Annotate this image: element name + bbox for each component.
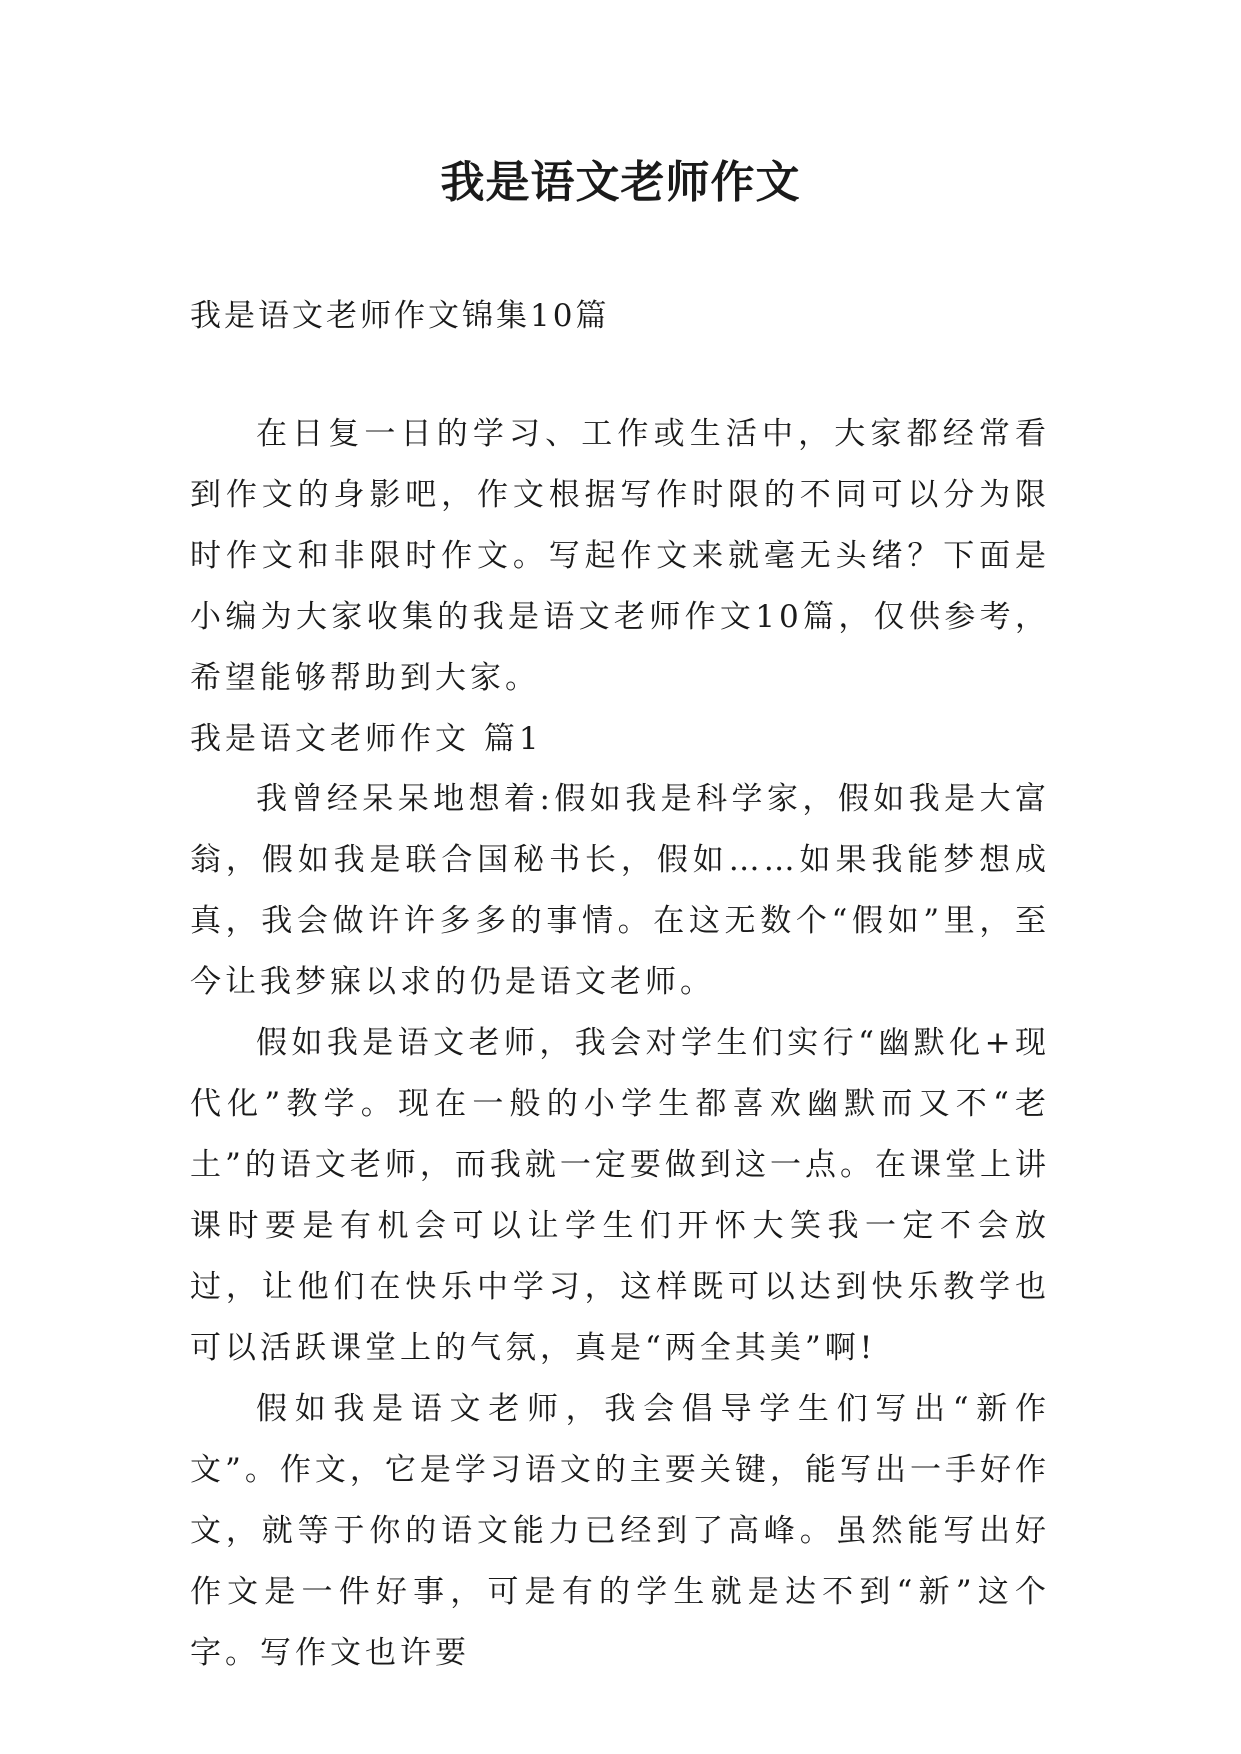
document-subtitle: 我是语文老师作文锦集10篇 xyxy=(190,298,610,334)
document-body xyxy=(190,404,1050,1684)
paragraph: 假如我是语文老师，我会倡导学生们写出“新作文”。作文，它是学习语文的主要关键，能写出一手好作文，就等于你的语文能力已经到了高峰。虽然能写出好作文是一件好事，可是有的学生就是达不到“新”这个字。写作文也许要 xyxy=(190,1391,1050,1671)
document-title: 我是语文老师作文 xyxy=(440,157,801,208)
paragraph: 我曾经呆呆地想着:假如我是科学家，假如我是大富翁，假如我是联合国秘书长，假如……如果我能梦想成真，我会做许许多多的事情。在这无数个“假如”里，至今让我梦寐以求的仍是语文老师。 xyxy=(190,781,1050,1000)
section-heading: 我是语文老师作文 篇1 xyxy=(190,721,543,757)
paragraph: 假如我是语文老师，我会对学生们实行“幽默化+现代化”教学。现在一般的小学生都喜欢幽默而又不“老土”的语文老师，而我就一定要做到这一点。在课堂上讲课时要是有机会可以让学生们开怀大笑我一定不会放过，让他们在快乐中学习，这样既可以达到快乐教学也可以活跃课堂上的气氛，真是“两全其美”啊! xyxy=(190,1025,1050,1366)
paragraph-intro: 在日复一日的学习、工作或生活中，大家都经常看到作文的身影吧，作文根据写作时限的不同可以分为限时作文和非限时作文。写起作文来就毫无头绪？下面是小编为大家收集的我是语文老师作文10篇，仅供参考，希望能够帮助到大家。 xyxy=(190,416,1050,696)
